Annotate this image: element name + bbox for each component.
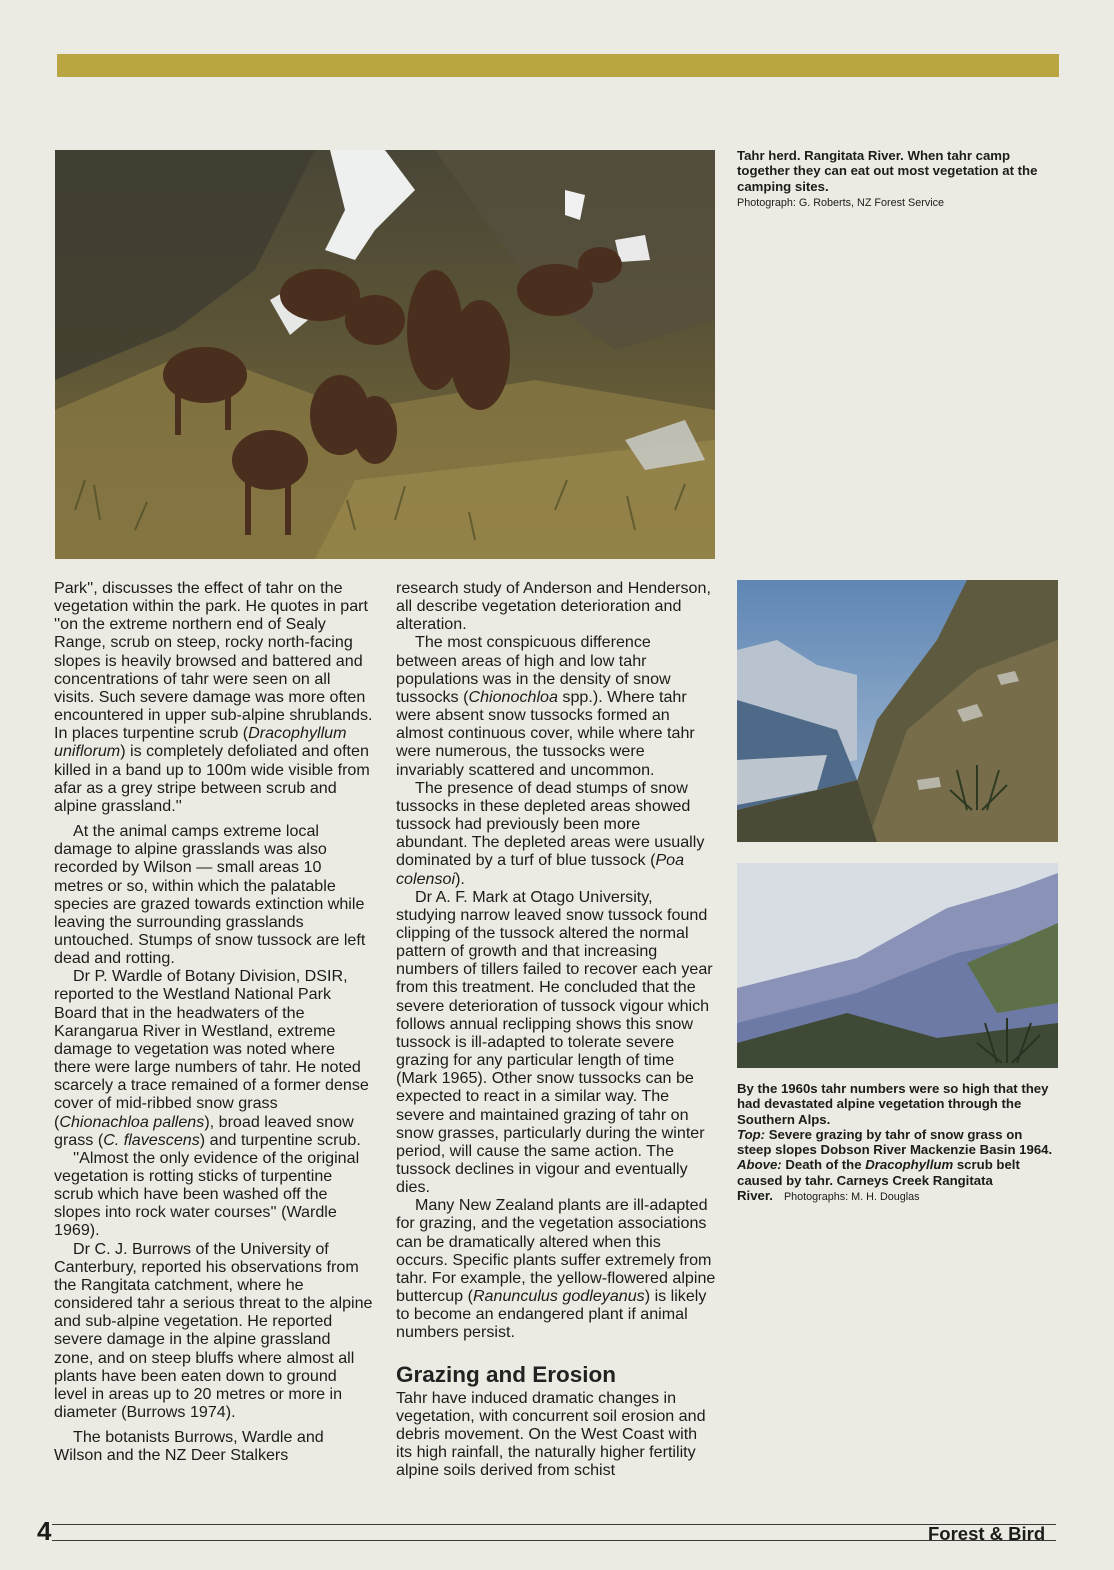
col2-paragraph-4: Dr A. F. Mark at Otago University, studying narrow leaved snow tussock found clipping of the tussock altered the normal pattern of growth and that increasing numbers of tillers failed to recover each year from this treatment. He concluded that the severe deterioration of tussock vigour which follows annual reclipping shows this snow tussock is ill-adapted to tolerate severe grazing for any particular length of time (Mark 1965). Other snow tussocks can be expected to react in a similar way. The severe and maintained grazing of tahr on snow grasses, particularly during the winter period, will cause the same action. The tussock declines in vigour and eventually dies.: [396, 887, 713, 1197]
magazine-name: Forest & Bird: [928, 1523, 1046, 1544]
col2-paragraph-3: The presence of dead stumps of snow tussocks in these depleted areas showed tussock had previously been more abundant. The depleted areas were usually dominated by a turf of blue tussock (Poa colensoi).: [396, 778, 705, 888]
header-color-band: [57, 54, 1059, 77]
above-pre: Death of the: [781, 1157, 866, 1173]
tahr-herd-photo: [55, 150, 715, 559]
col1-paragraph-2: At the animal camps extreme local damage to alpine grasslands was also recorded by Wilson — small areas 10 metres or so, within which the palatable species are grazed towards extinction while leaving the surrounding grasslands untouched. Stumps of snow tussock are left dead and rotting.: [54, 822, 366, 968]
article-column-2: [396, 579, 716, 1479]
top-label: Top:: [737, 1126, 766, 1142]
col1-paragraph-5: Dr C. J. Burrows of the University of Canterbury, reported his observations from the Rangitata catchment, where he considered tahr a serious threat to the alpine and sub-alpine vegetation. He reported severe damage in the alpine grassland zone, and on steep bluffs where almost all plants have been eaten down to ground level in areas up to 20 metres or more in diameter (Burrows 1974).: [54, 1239, 373, 1422]
section-heading: Grazing and Erosion: [396, 1361, 617, 1387]
side-photos-caption: [737, 1081, 1055, 1205]
col1-paragraph-4: ''Almost the only evidence of the original vegetation is rotting sticks of turpentine scrub which have been washed off the slopes into rock water courses'' (Wardle 1969).: [54, 1148, 360, 1240]
side-photo-credit: Photographs: M. H. Douglas: [783, 1191, 920, 1204]
article-column-1: [54, 579, 374, 1465]
side-caption-intro: By the 1960s tahr numbers were so high that they had devastated alpine vegetation through the Southern Alps.: [737, 1081, 1049, 1127]
col1-paragraph-3: Dr P. Wardle of Botany Division, DSIR, reported to the Westland National Park Board that in the headwaters of the Karangarua River in Westland, extreme damage to vegetation was noted where there were large numbers of tahr. He noted scarcely a trace remained of a former dense cover of mid-ribbed snow grass (Chionachloa pallens), broad leaved snow grass (C. flavescens) and turpentine scrub.: [54, 967, 369, 1149]
col2-paragraph-2: The most conspicuous difference between areas of high and low tahr populations was in the density of snow tussocks (Chionochloa spp.). Where tahr were absent snow tussocks formed an almost continuous cover, while where tahr were numerous, the tussocks were invariably scattered and uncommon.: [396, 633, 695, 779]
footer-rule-top: [52, 1524, 1056, 1525]
main-photo-credit: Photograph: G. Roberts, NZ Forest Service: [737, 196, 945, 209]
side-caption-above: [737, 1157, 1055, 1205]
col2-paragraph-6: Tahr have induced dramatic changes in vegetation, with concurrent soil erosion and debris movement. On the West Coast with its high rainfall, the naturally higher fertility alpine soils derived from schist: [396, 1388, 706, 1480]
above-post: scrub belt caused by tahr. Carneys Creek Rangitata River.: [737, 1157, 1020, 1204]
footer-rule-bottom: [52, 1540, 1056, 1541]
side-caption-top: [737, 1127, 1055, 1158]
col2-paragraph-1: research study of Anderson and Henderson, all describe vegetation deterioration and alteration.: [396, 579, 711, 634]
main-caption-text: Tahr herd. Rangitata River. When tahr camp together they can eat out most vegetation at the camping sites.: [737, 148, 1038, 194]
dracophyllum-scrub-photo: [737, 863, 1058, 1068]
col1-paragraph-1: Park'', discusses the effect of tahr on the vegetation within the park. He quotes in part ''on the extreme northern end of Sealy Range, scrub on steep, rocky north-facing slopes is heavily browsed and battered and concentrations of tahr were seen on all visits. Such severe damage was more often encountered in upper sub-alpine shrublands. In places turpentine scrub (Dracophyllum uniflorum) is completely defoliated and often killed in a band up to 100m wide visible from afar as a grey stripe between scrub and alpine grassland.'': [54, 579, 373, 815]
above-label: Above:: [737, 1157, 782, 1173]
col2-paragraph-5: Many New Zealand plants are ill-adapted for grazing, and the vegetation associations can be dramatically altered when this occurs. Specific plants suffer extremely from tahr. For example, the yellow-flowered alpine buttercup (Ranunculus godleyanus) is likely to become an endangered plant if animal numbers persist.: [396, 1196, 716, 1342]
above-species: Dracophyllum: [865, 1157, 954, 1173]
main-photo-caption: [737, 148, 1057, 211]
top-caption-text: Severe grazing by tahr of snow grass on steep slopes Dobson River Mackenzie Basin 1964.: [737, 1126, 1053, 1158]
col1-paragraph-6: The botanists Burrows, Wardle and Wilson and the NZ Deer Stalkers: [54, 1428, 324, 1465]
page-number: 4: [37, 1516, 52, 1546]
grazed-slope-photo: [737, 580, 1058, 842]
